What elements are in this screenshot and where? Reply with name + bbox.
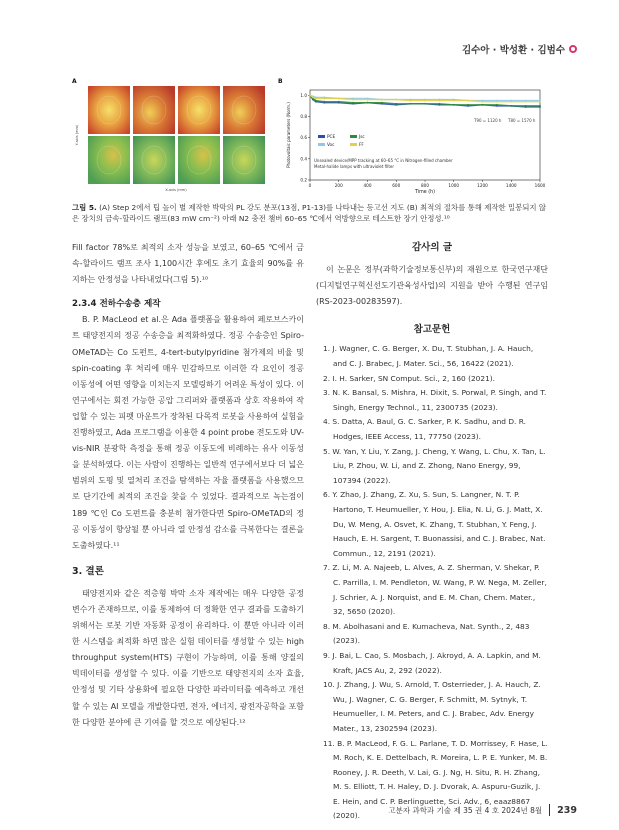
data-point-ff xyxy=(539,101,541,103)
footer-divider xyxy=(549,804,550,816)
data-point-jsc xyxy=(539,105,541,107)
data-point-ff xyxy=(410,100,412,102)
contour-map-8 xyxy=(223,136,265,184)
reference-item: 2. I. H. Sarker, SN Comput. Sci., 2, 160 (2021). xyxy=(323,373,496,383)
data-point-jsc xyxy=(410,103,412,105)
legend-label: FF xyxy=(359,142,364,147)
data-point-ff xyxy=(309,94,311,96)
data-point-jsc xyxy=(367,102,369,104)
data-point-jsc xyxy=(467,104,469,106)
y-tick-label: 0.8 xyxy=(300,113,307,119)
figure-caption xyxy=(72,202,548,224)
data-point-jsc xyxy=(525,105,527,107)
chart-annotation: T80 = 1570 h xyxy=(508,118,536,123)
data-point-ff xyxy=(510,101,512,103)
panel-b-label: B xyxy=(278,78,283,85)
data-point-jsc xyxy=(496,104,498,106)
x-tick-label: 600 xyxy=(392,183,401,188)
intro-paragraph: Fill factor 78%로 최적의 소자 성능을 보였고, 60–65 ℃에서 금속-할라이드 램프 조사 1,100시간 후에도 초기 효율의 90%를 유지하는 안정성을 나타내었다(그림 5).¹⁰ xyxy=(72,243,304,285)
page-number: 239 xyxy=(557,804,577,816)
data-point-jsc xyxy=(315,100,317,102)
data-point-ff xyxy=(315,98,317,100)
reference-item: 11. B. P. MacLeod, F. G. L. Parlane, T. D. Morrissey, F. Hase, L. M. Roch, K. E. Dettelbach, R. Moreira, L. P. E. Yunker, M. B. Rooney, J. R. Deeth, V. Lai, G. J. Ng, H. Situ, R. H. Zhang, M. S. Elliott, T. H. Haley, D. J. Dvorak, A. Aspuru-Guzik, J. E. Hein, and C. P. Berlinguette, Sci. Adv., 6, eaaz8867 (2020). xyxy=(323,738,548,821)
journal-info: 고분자 과학과 기술 제 35 권 4 호 2024년 8월 xyxy=(388,805,543,815)
x-tick-label: 400 xyxy=(363,183,372,188)
contour-map-5 xyxy=(88,136,130,184)
contour-map-3 xyxy=(178,86,220,134)
panel-a-xlabel: X-axis (mm) xyxy=(165,188,187,192)
data-point-ff xyxy=(352,99,354,101)
reference-item: 5. W. Yan, Y. Liu, Y. Zang, J. Cheng, Y. Wang, L. Chu, X. Tan, L. Liu, P. Zhou, W. Li, and Z. Zhong, Nano Energy, 99, 107394 (2022). xyxy=(323,446,546,485)
legend-label: PCE xyxy=(327,134,336,139)
x-tick-label: 200 xyxy=(334,183,343,188)
reference-item: 1. J. Wagner, C. G. Berger, X. Du, T. Stubhan, J. A. Hauch, and C. J. Brabec, J. Mater. Sci., 56, 16422 (2021). xyxy=(323,344,534,369)
page-footer xyxy=(388,804,577,816)
y-axis-label: Photovoltaic parameters (Norm.) xyxy=(286,102,291,168)
data-point-ff xyxy=(482,101,484,103)
data-point-ff xyxy=(438,100,440,102)
data-point-ff xyxy=(496,101,498,103)
legend-label: Voc xyxy=(327,142,335,147)
data-point-ff xyxy=(453,100,455,102)
reference-item: 6. Y. Zhao, J. Zhang, Z. Xu, S. Sun, S. Langner, N. T. P. Hartono, T. Heumueller, Y. Hou, J. Elia, N. Li, G. J. Matt, X. Du, W. Meng, A. Osvet, K. Zhang, T. Stubhan, Y. Feng, J. Hauch, E. H. Sargent, T. Buonassisi, and C. J. Brabec, Nat. Commun., 12, 2191 (2021). xyxy=(323,490,546,558)
data-point-jsc xyxy=(510,105,512,107)
authors-text: 김수아 · 박성환 · 김범수 xyxy=(461,45,565,56)
data-point-ff xyxy=(525,101,527,103)
y-tick-label: 0.4 xyxy=(300,156,307,162)
data-point-jsc xyxy=(424,103,426,105)
data-point-jsc xyxy=(395,103,397,105)
reference-item: 4. S. Datta, A. Baul, G. C. Sarker, P. K. Sadhu, and D. R. Hodges, IEEE Access, 11, 77750 (2023). xyxy=(323,417,526,442)
header-circle-icon xyxy=(569,45,577,53)
data-point-ff xyxy=(367,99,369,101)
contour-map-4 xyxy=(223,86,265,134)
x-tick-label: 1000 xyxy=(448,183,460,188)
acknowledgement-heading: 감사의 글 xyxy=(411,242,452,253)
stability-chart-svg xyxy=(278,78,548,194)
legend-label: Jsc xyxy=(359,134,365,139)
x-tick-label: 0 xyxy=(308,183,312,188)
reference-item: 10. J. Zhang, J. Wu, S. Arnold, T. Osterrieder, J. A. Hauch, Z. Wu, J. Wagner, C. G. Berger, F. Schmitt, M. Sytnyk, T. Heumueller, I. M. Peters, and C. J. Brabec, Adv. Energy Mater., 13, 2302594 (2023). xyxy=(323,680,541,733)
caption-text: (A) Step 2에서 팁 높이 별 제작한 박막의 PL 강도 분포(13점, P1-13)를 나타내는 등고선 지도 (B) 최적의 절차를 통해 제작한 밀봉되지 않은 장치의 금속-할라이드 램프(83 mW cm⁻²) 아래 N2 충전 챔버 60–65 ℃에서 역방향으로 테스트한 장기 안정성.¹⁰ xyxy=(72,203,547,223)
legend-swatch xyxy=(350,143,357,146)
y-tick-label: 0.2 xyxy=(300,177,307,183)
legend-swatch xyxy=(318,135,325,138)
panel-b-stability-chart xyxy=(278,78,548,194)
legend-swatch xyxy=(350,135,357,138)
data-point-ff xyxy=(323,98,325,100)
panel-a-label: A xyxy=(72,78,77,85)
chart-note: Metal-halide lamps with ultraviolet filter xyxy=(314,164,395,169)
x-tick-label: 1400 xyxy=(505,183,517,188)
x-tick-label: 1600 xyxy=(534,183,546,188)
contour-map-1 xyxy=(88,86,130,134)
data-point-jsc xyxy=(438,103,440,105)
panel-a-ylabel: Y-axis (mm) xyxy=(75,124,79,146)
chart-annotation: T90 = 1120 h xyxy=(474,118,502,123)
x-tick-label: 800 xyxy=(421,183,429,188)
contour-map-grid xyxy=(88,86,265,184)
reference-item: 8. M. Abolhasani and E. Kumacheva, Nat. Synth., 2, 483 (2023). xyxy=(323,621,530,646)
running-header-authors xyxy=(462,42,577,56)
data-point-ff xyxy=(395,99,397,101)
data-point-jsc xyxy=(352,102,354,104)
section-2-3-4-heading: 2.3.4 전하수송층 제작 xyxy=(72,299,161,310)
data-point-jsc xyxy=(338,101,340,103)
contour-map-6 xyxy=(133,136,175,184)
data-point-ff xyxy=(467,100,469,102)
data-point-ff xyxy=(381,99,383,101)
chart-note: Unsealed device/MPP tracking at 60–65 °C in Nitrogen-filled chamber xyxy=(314,158,453,163)
right-column xyxy=(316,240,548,824)
x-tick-label: 1200 xyxy=(477,183,488,188)
reference-item: 9. J. Bai, L. Cao, S. Mosbach, J. Akroyd, A. A. Lapkin, and M. Kraft, JACS Au, 2, 292 (2022). xyxy=(323,650,541,675)
reference-item: 3. N. K. Bansal, S. Mishra, H. Dixit, S. Porwal, P. Singh, and T. Singh, Energy Technol., 11, 2300735 (2023). xyxy=(323,388,547,412)
section-2-3-4-paragraph: B. P. MacLeod et al.은 Ada 플랫폼을 활용하여 페로브스카이트 태양전지의 정공 수송층을 최적화하였다. 정공 수송층인 Spiro-OMeTAD는 Co 도펀트, 4-tert-butylpyridine 첨가제의 비율 및 spin-coating 후 처리에 매우 민감하므로 이러한 각 요인이 정공 이동성에 어떤 영향을 미치는지 모델링하기 어려운 특성이 있다. 이 연구에서는 회전 가능한 공압 그리퍼와 플랫폼과 상호 작용하여 작업할 수 있는 피펫 마운트가 장착된 다목적 로봇을 사용하여 실험을 진행하였고, Ada 프로그램을 이용한 4 point probe 전도도와 UV-vis-NIR 분광학 측정을 통해 정공 이동도에 비례하는 유사 이동성을 분석하였다. 이는 사람이 진행하는 일반적 연구에서보다 더 넓은 범위의 도핑 및 열처리 조건을 탐색하는 자율 플랫폼을 사용했으므로 단기간에 최적의 조건을 찾을 수 있었다. 결과적으로 녹는점이 189 ℃인 Co 도펀트를 충분히 첨가한다면 Spiro-OMeTAD의 정공 이동성이 향상될 뿐 아니라 열 안정성 감소를 극복한다는 결론을 도출하였다.¹¹ xyxy=(72,315,304,550)
y-tick-label: 1.0 xyxy=(300,92,307,98)
acknowledgement-paragraph: 이 논문은 정부(과학기술정보통신부)의 재원으로 한국연구재단(디지털연구혁신선도기관육성사업)의 지원을 받아 수행된 연구임(RS-2023-00283597). xyxy=(316,265,548,307)
contour-map-2 xyxy=(133,86,175,134)
reference-list xyxy=(316,342,548,824)
data-point-jsc xyxy=(482,104,484,106)
data-point-jsc xyxy=(381,102,383,104)
figure-5 xyxy=(72,78,548,194)
data-point-ff xyxy=(338,98,340,100)
references-heading: 참고문헌 xyxy=(413,324,451,336)
data-point-ff xyxy=(424,100,426,102)
left-column xyxy=(72,240,304,731)
panel-a-contour-maps xyxy=(72,78,270,194)
y-tick-label: 0.6 xyxy=(300,135,307,141)
reference-item: 7. Z. Li, M. A. Najeeb, L. Alves, A. Z. Sherman, V. Shekar, P. C. Parrilla, I. M. Pendleton, W. Wang, P. W. Nega, M. Zeller, J. Schrier, A. J. Norquist, and E. M. Chan, Chem. Mater., 32, 5650 (2020). xyxy=(323,563,547,617)
data-point-jsc xyxy=(323,101,325,103)
section-3-paragraph: 태양전지와 같은 적층형 박막 소자 제작에는 매우 다양한 공정 변수가 존재하므로, 이를 통제하여 더 정확한 연구 결과를 도출하기 위해서는 로봇 기반 자동화 공정이 유리하다. 이 뿐만 아니라 이러한 시스템을 최적화 하면 많은 실험 데이터를 생성할 수 있는 high throughput system(HTS) 구현이 가능하며, 이를 통해 양질의 빅데이터를 생성할 수 있다. 이를 기반으로 태양전지의 소자 효율, 안정성 및 기타 상용화에 필요한 다양한 파라미터를 예측하고 개선할 수 있는 AI 모델을 개발한다면, 전자, 에너지, 광전자공학을 포함한 다양한 분야에 큰 기여를 할 것으로 예상된다.¹² xyxy=(72,588,304,727)
legend-swatch xyxy=(318,143,325,146)
data-point-ff xyxy=(312,97,314,99)
contour-map-7 xyxy=(178,136,220,184)
x-axis-label: Time (h) xyxy=(414,190,436,194)
section-3-heading: 3. 결론 xyxy=(72,565,104,577)
data-point-jsc xyxy=(453,104,455,106)
caption-label: 그림 5. xyxy=(72,203,97,212)
